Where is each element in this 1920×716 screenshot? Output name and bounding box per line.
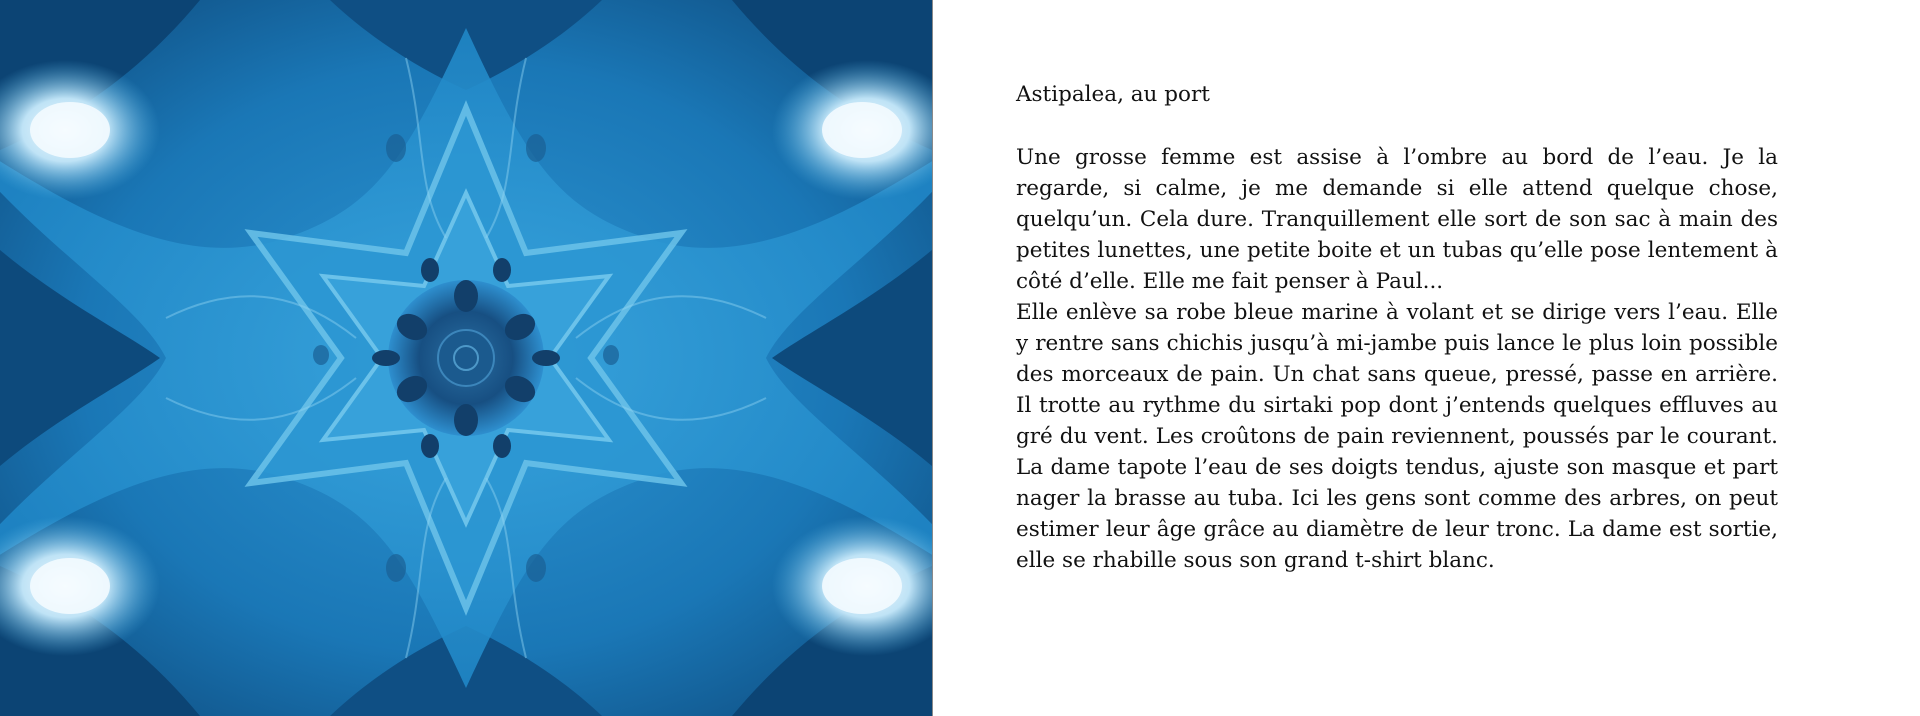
paragraph: Une grosse femme est assise à l’ombre au bord de l’eau. Je la regarde, si calme, je me demande si elle attend quelque chose, quelqu’un. Cela dure. Tranquillement elle sort de son sac à main des petites lunettes, une petite boite et un tubas qu’elle pose lentement à côté d’elle. Elle me fait penser à Paul...	[1016, 145, 1778, 294]
page-divider	[932, 0, 933, 716]
text-body	[1016, 142, 1778, 576]
paragraph: Elle enlève sa robe bleue marine à volant et se dirige vers l’eau. Elle y rentre sans chichis jusqu’à mi-jambe puis lance le plus loin possible des morceaux de pain. Un chat sans queue, pressé, passe en arrière. Il trotte au rythme du sirtaki pop dont j’entends quelques effluves au gré du vent. Les croûtons de pain reviennent, poussés par le courant. La dame tapote l’eau de ses doigts tendus, ajuste son masque et part nager la brasse au tuba. Ici les gens sont comme des arbres, on peut estimer leur âge grâce au diamètre de leur tronc. La dame est sortie, elle se rhabille sous son grand t-shirt blanc.	[1016, 300, 1778, 573]
text-page	[1016, 80, 1778, 576]
text-title: Astipalea, au port	[1016, 82, 1210, 107]
kaleidoscope-graphic	[0, 0, 932, 716]
kaleidoscope-image	[0, 0, 932, 716]
